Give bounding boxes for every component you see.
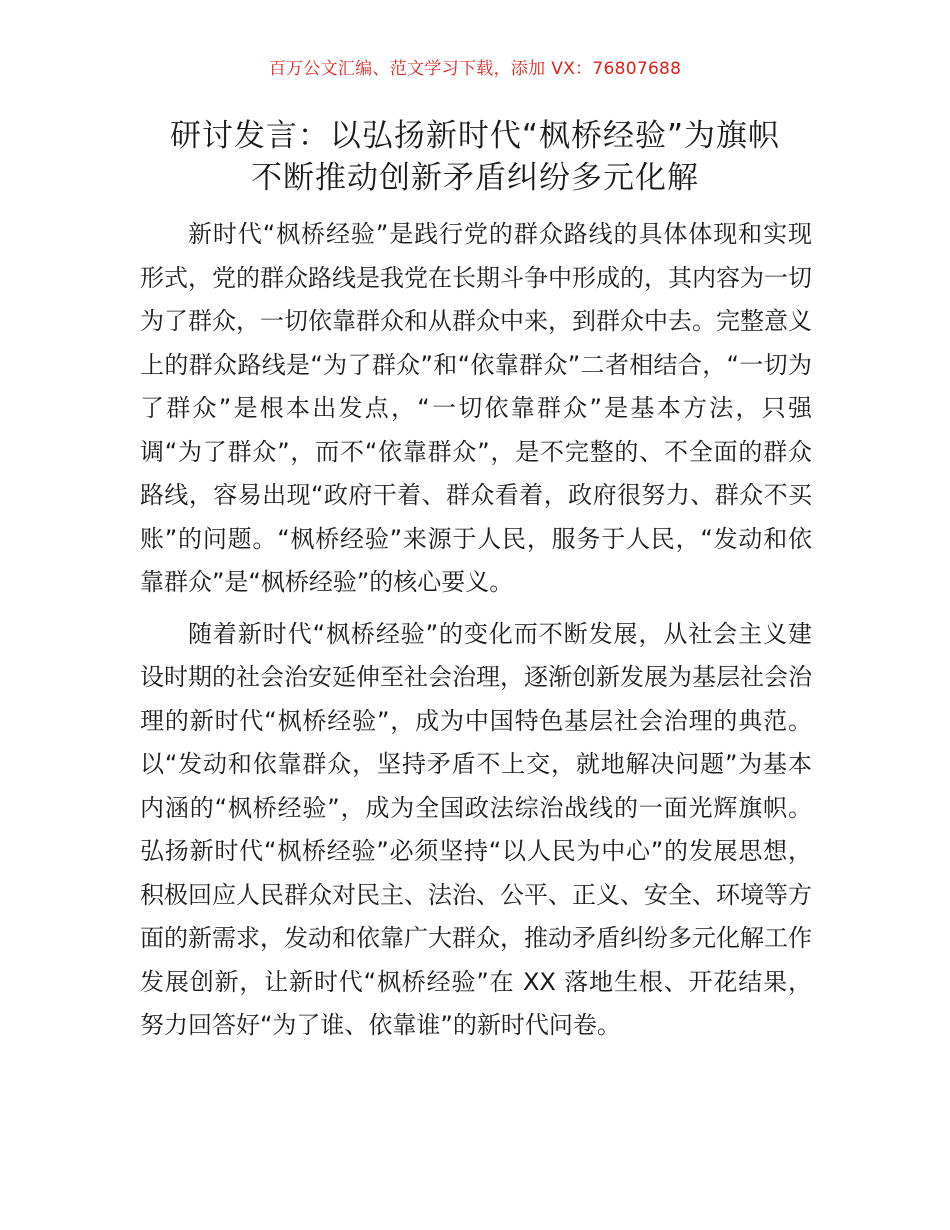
title-line-1: 研讨发言：以弘扬新时代“枫桥经验”为旗帜 bbox=[169, 118, 781, 154]
document-title bbox=[100, 115, 850, 199]
watermark-header: 百万公文汇编、范文学习下载，添加 VX：76807688 bbox=[268, 59, 682, 79]
title-line-2: 不断推动创新矛盾纠纷多元化解 bbox=[251, 160, 699, 196]
paragraph-2: 随着新时代“枫桥经验”的变化而不断发展，从社会主义建设时期的社会治安延伸至社会治理，逐渐创新发展为基层社会治理的新时代“枫桥经验”，成为中国特色基层社会治理的典范。以“发动和依靠群众，坚持矛盾不上交，就地解决问题”为基本内涵的“枫桥经验”，成为全国政法综治战线的一面光辉旗帜。弘扬新时代“枫桥经验”必须坚持“以人民为中心”的发展思想，积极回应人民群众对民主、法治、公平、正义、安全、环境等方面的新需求，发动和依靠广大群众，推动矛盾纠纷多元化解工作发展创新，让新时代“枫桥经验”在 XX 落地生根、开花结果，努力回答好“为了谁、依靠谁”的新时代问卷。 bbox=[140, 619, 812, 1039]
document-body bbox=[140, 213, 812, 1048]
paragraph-1: 新时代“枫桥经验”是践行党的群众路线的具体体现和实现形式，党的群众路线是我党在长期斗争中形成的，其内容为一切为了群众，一切依靠群众和从群众中来，到群众中去。完整意义上的群众路线是“为了群众”和“依靠群众”二者相结合，“一切为了群众”是根本出发点，“一切依靠群众”是基本方法，只强调“为了群众”，而不“依靠群众”，是不完整的、不全面的群众路线，容易出现“政府干着、群众看着，政府很努力、群众不买账”的问题。“枫桥经验”来源于人民，服务于人民，“发动和依靠群众”是“枫桥经验”的核心要义。 bbox=[140, 220, 812, 596]
